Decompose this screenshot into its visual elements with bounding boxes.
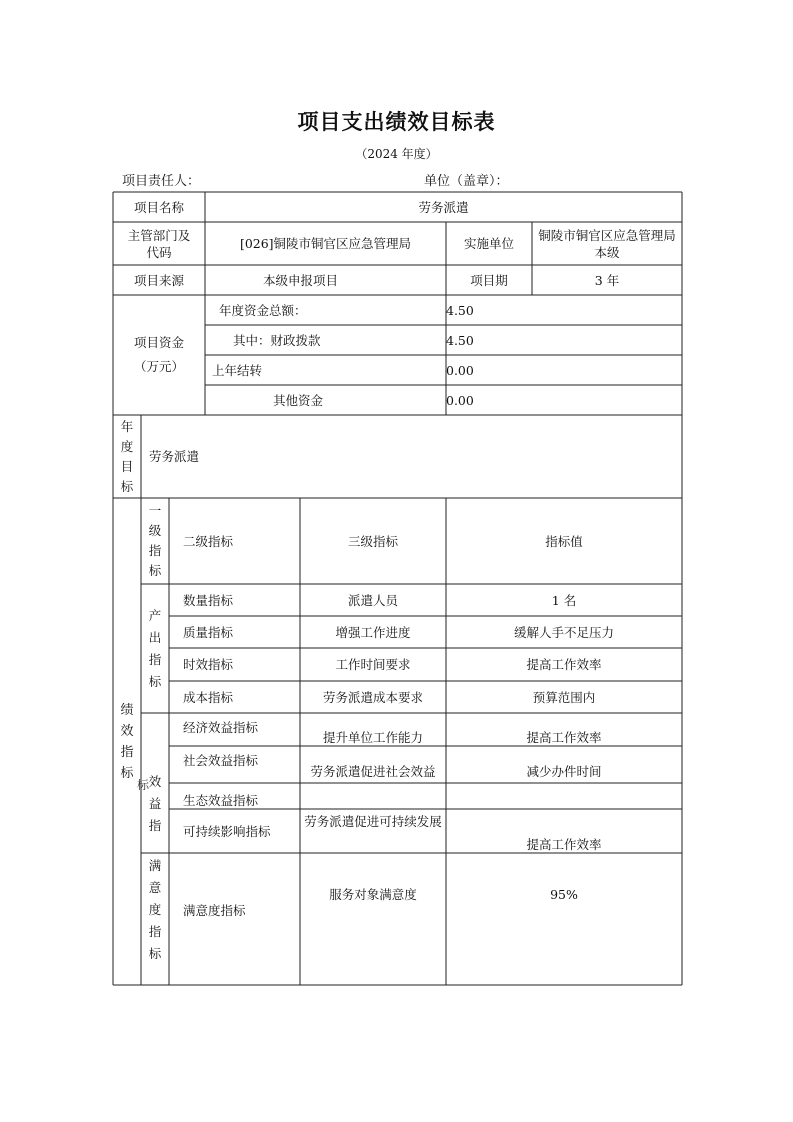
project-source-label: 项目来源 xyxy=(133,272,184,288)
table-row-level3: 提升单位工作能力 xyxy=(322,730,423,745)
table-row-level2: 成本指标 xyxy=(183,689,234,705)
table-row-value: 提高工作效率 xyxy=(526,730,602,745)
table-row-value: 提高工作效率 xyxy=(526,837,602,852)
table-row-value: 缓解人手不足压力 xyxy=(513,624,614,640)
project-period-value: 3 年 xyxy=(594,272,620,288)
project-funds-label: 项目资金（万元） xyxy=(133,335,184,374)
department-code-label: 主管部门及代码 xyxy=(127,227,191,260)
satisfaction-level3: 服务对象满意度 xyxy=(329,886,417,902)
table-row-level2: 生态效益指标 xyxy=(183,793,259,808)
satisfaction-indicators-label: 满意度指标 xyxy=(148,858,162,961)
satisfaction-level2: 满意度指标 xyxy=(183,903,246,918)
implementing-unit-value: 铜陵市铜官区应急管理局本级 xyxy=(538,227,676,260)
department-code-value: [026]铜陵市铜官区应急管理局 xyxy=(239,236,412,251)
benefit-indicators-label: 效益指 xyxy=(148,774,162,833)
table-row-level3 xyxy=(300,783,446,809)
table-row-level3: 增强工作进度 xyxy=(335,624,411,640)
indicator-value-header: 指标值 xyxy=(545,533,583,549)
year-subtitle: （2024 年度） xyxy=(355,147,438,161)
other-funds-value: 0.00 xyxy=(446,392,474,408)
table-row-level3: 派遣人员 xyxy=(347,592,398,608)
project-period-label: 项目期 xyxy=(470,272,508,288)
table-row-level3: 劳务派遣促进可持续发展 xyxy=(304,814,442,829)
table-row-level3: 劳务派遣成本要求 xyxy=(322,689,423,705)
annual-goal-label: 年度目标 xyxy=(120,418,134,494)
page-title: 项目支出绩效目标表 xyxy=(297,109,496,134)
table-row-level3: 工作时间要求 xyxy=(335,657,411,672)
level2-indicator-header: 二级指标 xyxy=(183,533,234,549)
responsible-person-label: 项目责任人： xyxy=(122,174,201,189)
annual-total-funds-value: 4.50 xyxy=(446,302,474,318)
implementing-unit-label: 实施单位 xyxy=(463,236,514,251)
table-row-value: 1 名 xyxy=(551,592,577,608)
table-row-level3: 劳务派遣促进社会效益 xyxy=(310,764,436,779)
benefit-label-clipped-char: 标 xyxy=(137,778,150,792)
other-funds-label: 其他资金 xyxy=(273,392,324,408)
table-row-value: 提高工作效率 xyxy=(526,657,602,672)
annual-goal-value: 劳务派遣 xyxy=(149,449,200,464)
prior-year-carryover-value: 0.00 xyxy=(446,362,474,378)
table-row-level2: 社会效益指标 xyxy=(183,753,259,768)
table-row-value xyxy=(446,783,682,809)
performance-indicators-label: 绩效指标 xyxy=(120,702,134,781)
table-row-level2: 经济效益指标 xyxy=(183,720,259,735)
output-indicators-label: 产出指标 xyxy=(148,607,162,689)
table-row-level2: 质量指标 xyxy=(183,624,234,640)
fiscal-allocation-value: 4.50 xyxy=(446,332,474,348)
satisfaction-value: 95% xyxy=(550,886,578,902)
unit-seal-label: 单位（盖章）： xyxy=(424,174,509,189)
table-row-level2: 数量指标 xyxy=(183,592,234,608)
table-row-value: 预算范围内 xyxy=(532,689,596,705)
level1-indicator-header: 一级指标 xyxy=(148,503,162,578)
project-name-value: 劳务派遣 xyxy=(418,199,469,215)
table-row-level2: 时效指标 xyxy=(183,657,234,672)
project-name-label: 项目名称 xyxy=(133,199,184,215)
level3-indicator-header: 三级指标 xyxy=(347,533,398,549)
fiscal-allocation-label: 其中：财政拨款 xyxy=(233,332,321,348)
prior-year-carryover-label: 上年结转 xyxy=(212,362,263,378)
project-source-value: 本级申报项目 xyxy=(263,272,339,288)
annual-total-funds-label: 年度资金总额： xyxy=(219,302,307,318)
table-row-value: 减少办件时间 xyxy=(526,764,602,779)
table-row-level2: 可持续影响指标 xyxy=(183,823,271,839)
